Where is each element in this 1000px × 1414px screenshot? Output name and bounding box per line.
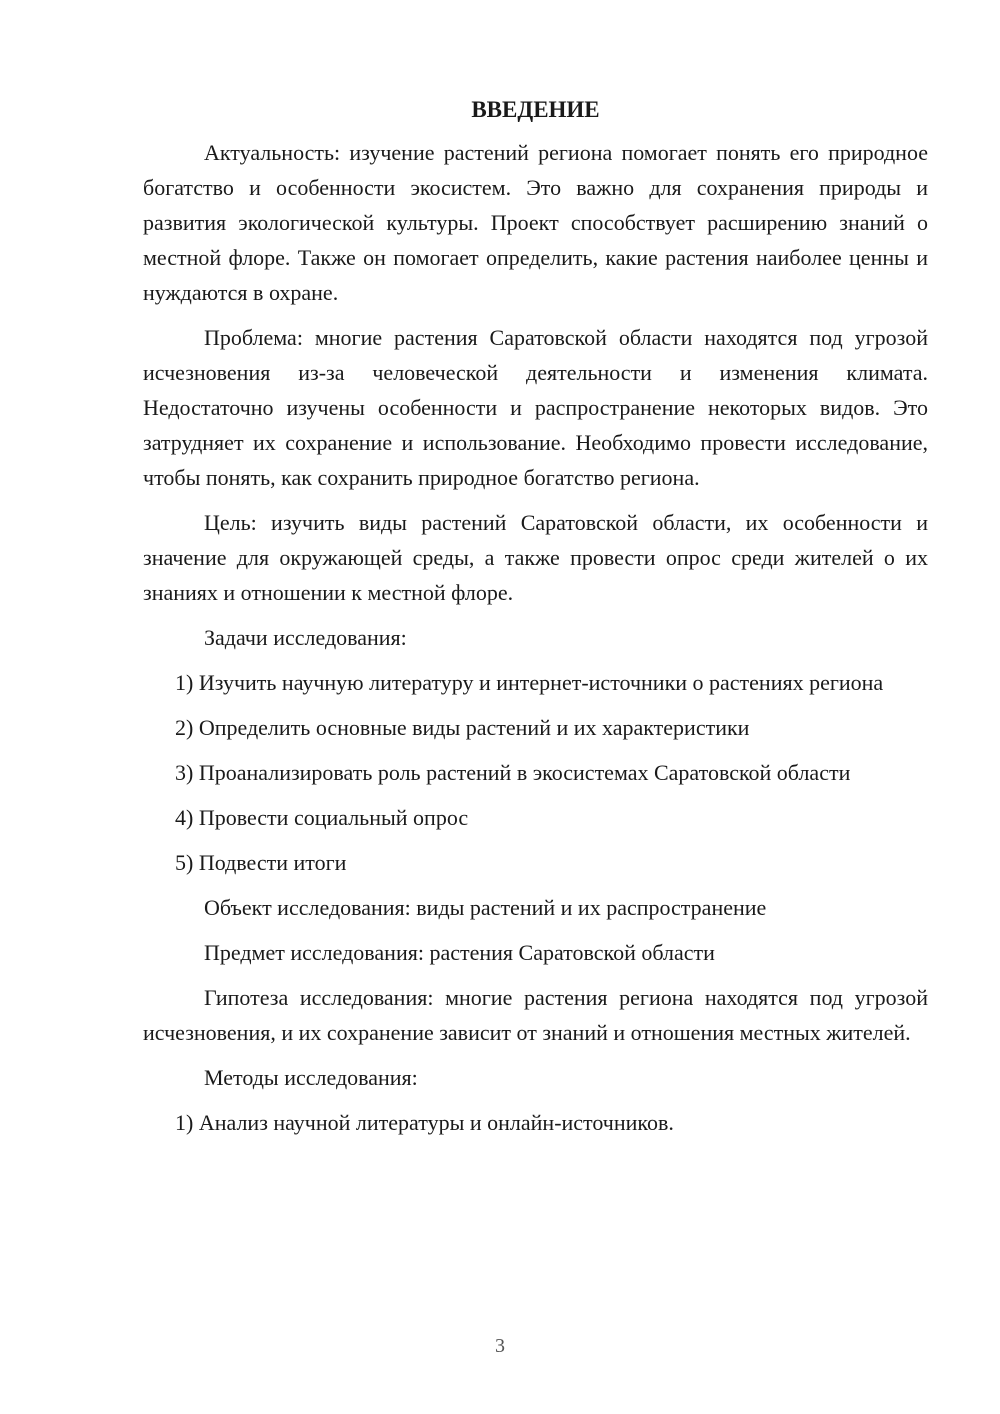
page-content [143, 92, 928, 1150]
method-item-1: 1) Анализ научной литературы и онлайн-источников. [175, 1110, 674, 1135]
relevance-paragraph: Актуальность: изучение растений региона помогает понять его природное богатство и особенности экосистем. Это важно для сохранения природы и развития экологической культуры. Проект способствует расширению знаний о местной флоре. Также он помогает определить, какие растения наиболее ценны и нуждаются в охране. [143, 140, 928, 305]
hypothesis-paragraph: Гипотеза исследования: многие растения региона находятся под угрозой исчезновения, и их сохранение зависит от знаний и отношения местных жителей. [143, 985, 928, 1045]
page-number: 3 [495, 1335, 505, 1357]
methods-heading: Методы исследования: [204, 1065, 418, 1090]
task-item-4: 4) Провести социальный опрос [175, 805, 469, 830]
task-item-1: 1) Изучить научную литературу и интернет-источники о растениях региона [175, 670, 884, 695]
task-item-5: 5) Подвести итоги [175, 850, 347, 875]
goal-paragraph: Цель: изучить виды растений Саратовской области, их особенности и значение для окружающей среды, а также провести опрос среди жителей о их знаниях и отношении к местной флоре. [143, 510, 928, 605]
problem-paragraph: Проблема: многие растения Саратовской области находятся под угрозой исчезновения из-за человеческой деятельности и изменения климата. Недостаточно изучены особенности и распространение некоторых видов. Это затрудняет их сохранение и использование. Необходимо провести исследование, чтобы понять, как сохранить природное богатство региона. [143, 325, 928, 490]
task-item-3: 3) Проанализировать роль растений в экосистемах Саратовской области [175, 760, 851, 785]
subject-paragraph: Предмет исследования: растения Саратовской области [204, 940, 715, 965]
object-paragraph: Объект исследования: виды растений и их распространение [204, 895, 767, 920]
page-title: ВВЕДЕНИЕ [471, 97, 600, 122]
tasks-heading: Задачи исследования: [204, 625, 407, 650]
task-item-2: 2) Определить основные виды растений и их характеристики [175, 715, 750, 740]
